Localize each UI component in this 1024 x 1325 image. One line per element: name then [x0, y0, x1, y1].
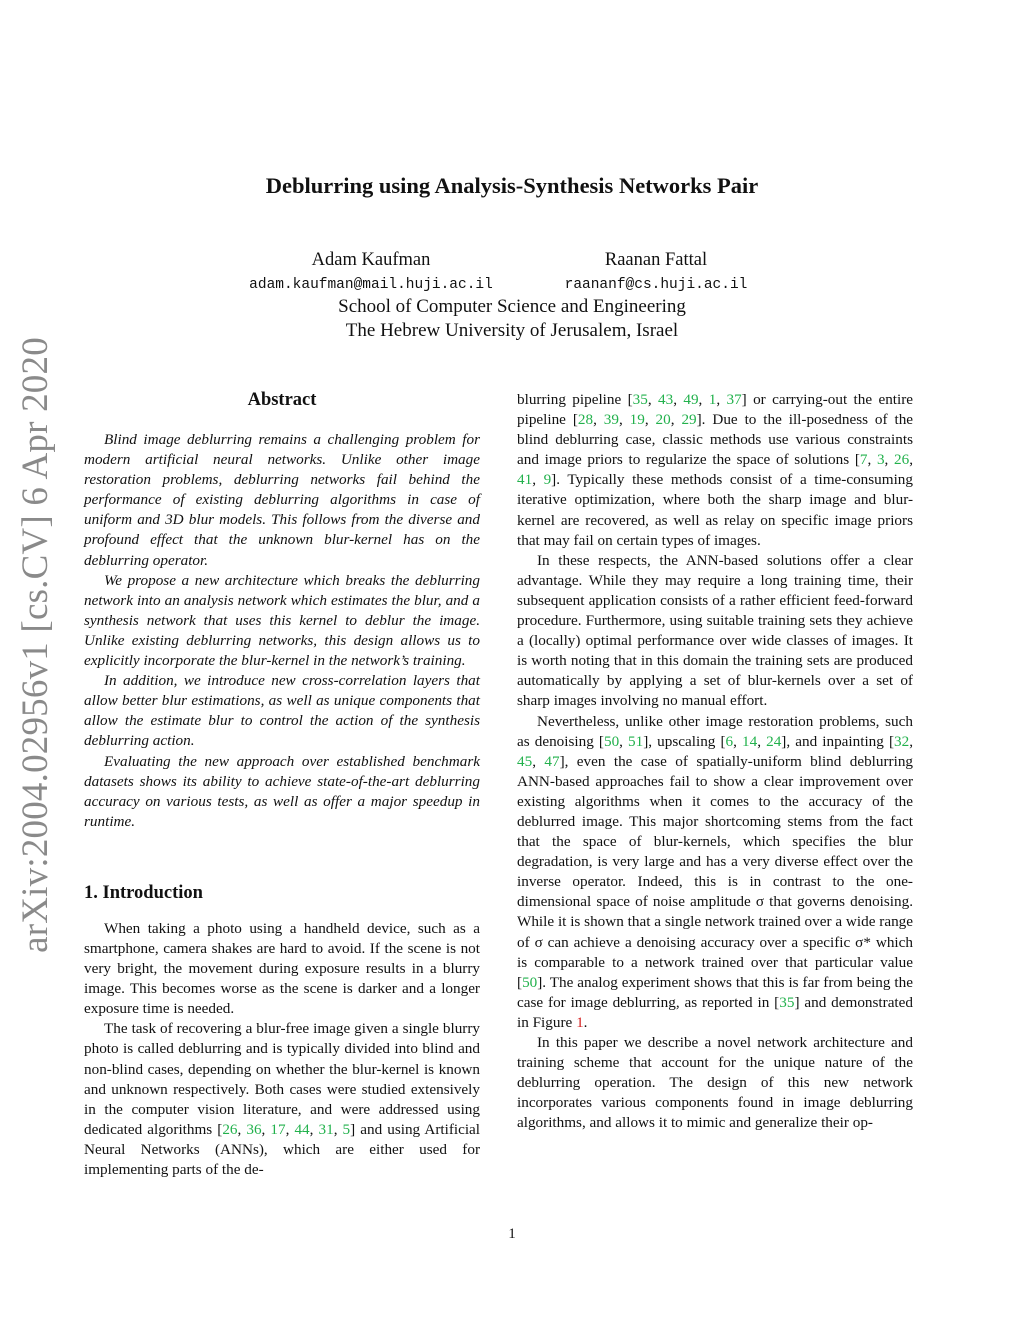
- author-name-2: Raanan Fattal: [604, 250, 708, 270]
- citation-link[interactable]: 45: [517, 752, 533, 770]
- intro-paragraph: The task of recovering a blur-free image given a single blurry photo is called deblurring and is typically divided into blind and non-blind cases, depending on whether the blur-kernel is known and unknown respectively. Both cases were studied extensively in the computer vision literature, and were addressed using dedicated algorithms [26, 36, 17, 44, 31, 5] and using Artificial Neural Networks (ANNs), which are either used for implementing parts of the de-: [84, 1020, 481, 1178]
- citation-link[interactable]: 9: [543, 471, 552, 489]
- citation-link[interactable]: 31: [318, 1120, 334, 1138]
- paper-title: Deblurring using Analysis-Synthesis Networks Pair: [265, 173, 759, 198]
- citation-link[interactable]: 35: [779, 993, 795, 1011]
- citation-link[interactable]: 44: [294, 1120, 310, 1138]
- introduction-heading: 1. Introduction: [84, 882, 203, 903]
- citation-link[interactable]: 43: [658, 391, 674, 408]
- body-paragraph: In these respects, the ANN-based solutions offer a clear advantage. While they may require a long training time, their subsequent application consists of a rather efficient feed-forward procedure. Furthermore, using suitable training sets they achieve a (locally) optimal performance over wide classes of images. It is worth noting that in this domain the training sets are produced automatically by applying a set of blur-kernels over a set of sharp images involving no manual effort.: [517, 551, 913, 710]
- affiliation-line-2: The Hebrew University of Jerusalem, Israel: [345, 320, 679, 341]
- citation-link[interactable]: 29: [681, 411, 697, 429]
- citation-link[interactable]: 5: [342, 1120, 351, 1138]
- citation-link[interactable]: 32: [894, 732, 910, 750]
- abstract-paragraph: We propose a new architecture which breaks the deblurring network into an analysis network which estimates the blur, and a synthesis network that uses this kernel to deblur the image. Unlike existing deblurring networks, this design allows us to explicitly incorporate the blur-kernel in the network’s training.: [84, 571, 480, 670]
- intro-paragraph: When taking a photo using a handheld device, such as a smartphone, camera shakes are hard to avoid. If the scene is not very bright, the movement during exposure results in a blurry image. This becomes worse as the scene is darker and a longer exposure time is needed.: [84, 919, 480, 1018]
- abstract-paragraph: In addition, we introduce new cross-correlation layers that allow better blur estimations, as well as unique components that allow the estimate blur to control the action of the synthesis deblurring action.: [84, 672, 480, 750]
- citation-link[interactable]: 7: [859, 451, 868, 469]
- abstract-paragraph: Evaluating the new approach over established benchmark datasets shows its ability to achieve state-of-the-art deblurring accuracy on various tests, as well as offer a major speedup in runtime.: [84, 752, 480, 830]
- body-paragraph: blurring pipeline [35, 43, 49, 1, 37] or carrying-out the entire pipeline [28, 39, 19, 20, 29]. Due to the ill-posedness of the blind deblurring case, classic methods use various constraints and image priors to regularize the space of solutions [7, 3, 26, 41, 9]. Typically these methods consist of a time-consuming iterative optimization, where both the sharp image and blur-kernel are recovered, as well as relay on specific image priors that may fail on certain types of images.: [517, 391, 914, 549]
- citation-link[interactable]: 49: [683, 391, 699, 408]
- author-name-1: Adam Kaufman: [311, 250, 431, 270]
- citation-link[interactable]: 39: [603, 411, 619, 429]
- citation-link[interactable]: 24: [766, 732, 782, 750]
- figure-reference-link[interactable]: 1: [576, 1013, 584, 1031]
- body-paragraph: In this paper we describe a novel network architecture and training scheme that account for the unique nature of the deblurring operation. The design of this new network incorporates various components found in image deblurring algorithms, and allows it to mimic and generalize their op-: [517, 1034, 913, 1132]
- citation-link[interactable]: 50: [603, 732, 620, 750]
- left-column: [84, 388, 480, 1180]
- citation-link[interactable]: 41: [517, 471, 533, 489]
- citation-link[interactable]: 17: [270, 1120, 286, 1138]
- author-email-2: raananf@cs.huji.ac.il: [564, 277, 748, 293]
- citation-link[interactable]: 37: [726, 391, 742, 408]
- arxiv-stamp-text: arXiv:2004.02956v1 [cs.CV] 6 Apr 2020: [15, 337, 56, 953]
- citation-link[interactable]: 26: [894, 451, 910, 469]
- citation-link[interactable]: 3: [876, 451, 885, 469]
- citation-link[interactable]: 1: [708, 391, 717, 408]
- citation-link[interactable]: 20: [655, 411, 671, 429]
- citation-link[interactable]: 6: [725, 732, 734, 750]
- citation-link[interactable]: 50: [522, 973, 538, 991]
- author-email-1: adam.kaufman@mail.huji.ac.il: [249, 277, 493, 293]
- page-number: 1: [508, 1226, 516, 1242]
- citation-link[interactable]: 26: [222, 1120, 238, 1138]
- citation-link[interactable]: 51: [628, 732, 644, 750]
- citation-link[interactable]: 28: [577, 411, 594, 429]
- citation-link[interactable]: 35: [632, 391, 648, 408]
- abstract-heading: Abstract: [247, 390, 317, 410]
- introduction-body: [84, 919, 480, 1180]
- citation-link[interactable]: 36: [246, 1120, 262, 1138]
- citation-link[interactable]: 14: [742, 732, 758, 750]
- citation-link[interactable]: 47: [544, 752, 560, 770]
- right-column: [517, 390, 913, 1133]
- affiliation-line-1: School of Computer Science and Engineering: [338, 296, 686, 317]
- abstract-paragraph: Blind image deblurring remains a challenging problem for modern artificial neural networks. Unlike other image restoration problems, deblurring networks fail behind the performance of existing deblurring algorithms in case of uniform and 3D blur models. This follows from the diverse and profound effect that the unknown blur-kernel has on the deblurring operator.: [84, 431, 480, 569]
- body-paragraph: Nevertheless, unlike other image restoration problems, such as denoising [50, 51], upscaling [6, 14, 24], and inpainting [32, 45, 47], even the case of spatially-uniform blind deblurring ANN-based approaches fail to show a clear improvement over existing algorithms when it comes to the accuracy of the deblurred image. This major shortcoming stems from the fact that the space of blur-kernels, which specifies the blur degradation, is very large and has a very diverse effect over the inverse operator. Indeed, this is in contrast to the one-dimensional space of noise amplitude σ that governs denoising. While it is shown that a single network trained over a wide range of σ can achieve a denoising accuracy over a specific σ* which is comparable to a network trained over that particular value [50]. The analog experiment shows that this is far from being the case for image deblurring, as reported in [35] and demonstrated in Figure 1.: [517, 712, 914, 1031]
- citation-link[interactable]: 19: [629, 411, 645, 429]
- abstract-body: [84, 430, 480, 832]
